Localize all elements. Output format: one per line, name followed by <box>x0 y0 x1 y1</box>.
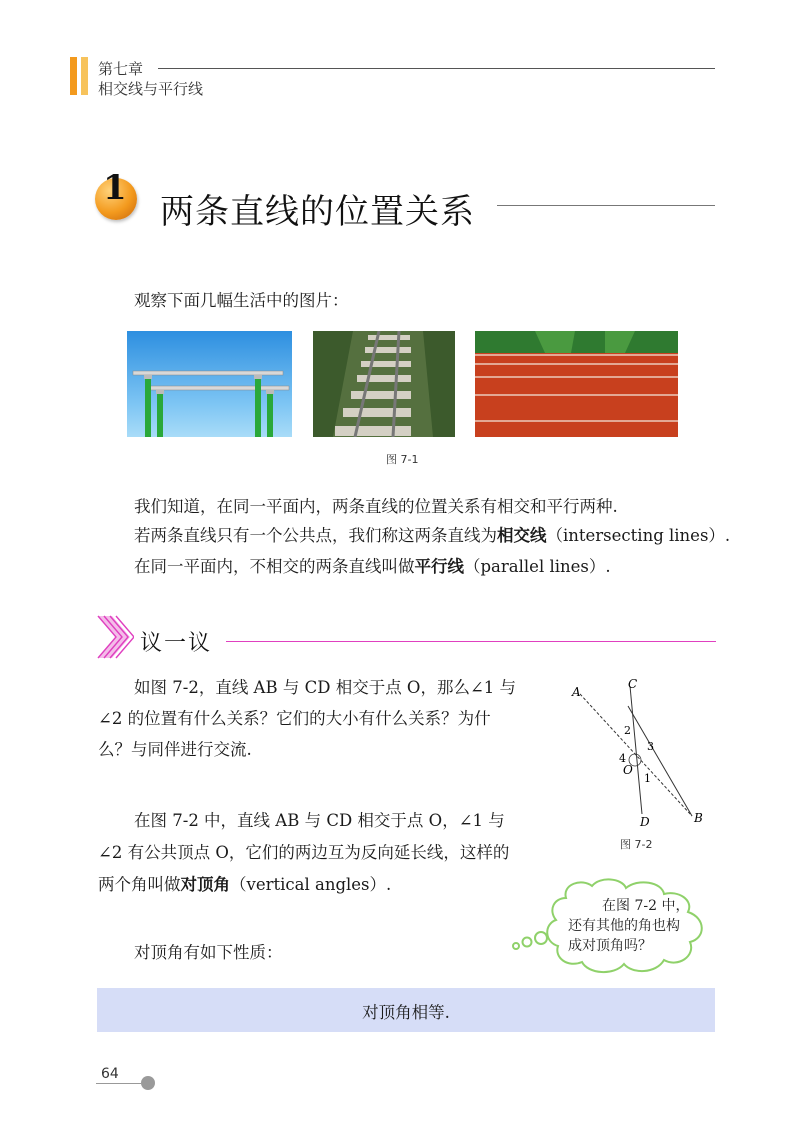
label-C: C <box>628 677 638 691</box>
header-rule <box>158 68 715 69</box>
term-intersecting-lines-en: （intersecting lines）. <box>546 526 731 545</box>
discuss-line2: ∠2 的位置有什么关系？它们的大小有什么关系？为什 <box>98 709 491 728</box>
header-bar-orange <box>70 57 77 95</box>
para1-line1: 我们知道，在同一平面内，两条直线的位置关系有相交和平行两种. <box>134 497 618 516</box>
cloud-line1: 在图 7-2 中， <box>602 898 690 914</box>
label-angle-2: 2 <box>624 724 631 737</box>
header-bar-yellow <box>81 57 88 95</box>
para1-line2 <box>134 523 730 549</box>
discuss-line3: 么？与同伴进行交流. <box>98 740 252 759</box>
para2-line3 <box>98 872 391 898</box>
photo-running-track <box>475 331 678 437</box>
label-angle-4: 4 <box>619 752 626 765</box>
footer-dot-icon <box>141 1076 155 1090</box>
para1-line3 <box>134 554 611 580</box>
term-intersecting-lines: 相交线 <box>497 526 547 545</box>
term-parallel-lines: 平行线 <box>414 557 464 576</box>
label-A: A <box>572 685 581 699</box>
page-number: 64 <box>101 1066 119 1082</box>
footer-rule <box>96 1083 141 1084</box>
term-vertical-angles-en: （vertical angles）. <box>230 875 392 894</box>
intersecting-lines-svg <box>560 676 710 828</box>
label-D: D <box>640 815 650 828</box>
para1-line3-text: 在同一平面内，不相交的两条直线叫做 <box>134 557 415 576</box>
para2-line2: ∠2 有公共顶点 O，它们的两边互为反向延长线，这样的 <box>98 843 510 862</box>
chapter-label: 第七章 <box>98 60 144 78</box>
discuss-title: 议一议 <box>140 631 213 656</box>
label-angle-1: 1 <box>644 772 651 785</box>
discuss-arrows-icon <box>96 614 134 660</box>
section-rule <box>497 205 715 206</box>
property-text: 对顶角相等. <box>362 1003 450 1022</box>
cloud-line3: 成对顶角吗？ <box>568 938 652 954</box>
label-O: O <box>623 763 633 777</box>
figure-7-2-caption: 图 7-2 <box>620 838 653 851</box>
property-box <box>97 988 715 1032</box>
discuss-line1: 如图 7-2，直线 AB 与 CD 相交于点 O，那么∠1 与 <box>134 678 517 697</box>
section-number: 1 <box>103 168 127 208</box>
para1-line2-text: 若两条直线只有一个公共点，我们称这两条直线为 <box>134 526 497 545</box>
property-intro: 对顶角有如下性质： <box>134 943 283 962</box>
photo-railway <box>313 331 455 437</box>
cloud-line2: 还有其他的角也构 <box>568 918 680 934</box>
label-angle-3: 3 <box>647 740 654 753</box>
para2-line3-text: 两个角叫做 <box>98 875 181 894</box>
term-parallel-lines-en: （parallel lines）. <box>464 557 611 576</box>
thought-cloud <box>510 876 720 976</box>
section-title: 两条直线的位置关系 <box>160 192 475 232</box>
figure-7-1-caption: 图 7-1 <box>386 453 419 466</box>
photo-parallel-bars <box>127 331 292 437</box>
figure-7-2-diagram <box>560 676 710 828</box>
chapter-title: 相交线与平行线 <box>98 80 204 98</box>
para2-line1: 在图 7-2 中，直线 AB 与 CD 相交于点 O，∠1 与 <box>134 811 505 830</box>
term-vertical-angles: 对顶角 <box>180 875 230 894</box>
label-B: B <box>694 811 703 825</box>
discuss-rule <box>226 641 716 642</box>
intro-text: 观察下面几幅生活中的图片： <box>134 291 349 310</box>
